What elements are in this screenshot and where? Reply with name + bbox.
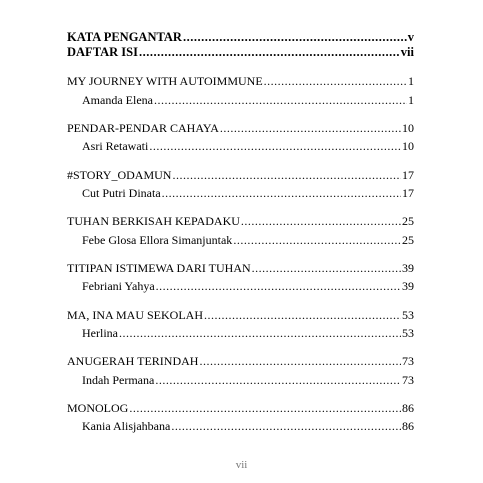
toc-leader-dots	[171, 419, 401, 433]
toc-entry-page: 1	[408, 93, 414, 107]
toc-entry-author: Febriani Yahya	[82, 279, 155, 293]
toc-entry-author: Indah Permana	[82, 373, 155, 387]
toc-entry-page: 86	[402, 419, 414, 433]
toc-entry-page: 53	[402, 326, 414, 340]
toc-entry-author: Febe Glosa Ellora Simanjuntak	[82, 233, 233, 247]
toc-leader-dots	[183, 30, 407, 44]
toc-leader-dots	[154, 93, 407, 107]
toc-front-title: DAFTAR ISI	[67, 45, 138, 59]
toc-entry-title-line	[67, 168, 414, 182]
toc-entry-author: Kania Alisjahbana	[82, 419, 171, 433]
toc-leader-dots	[155, 373, 401, 387]
toc-entry-title: TUHAN BERKISAH KEPADAKU	[67, 214, 240, 228]
toc-leader-dots	[149, 139, 401, 153]
toc-entry-page: 25	[402, 233, 414, 247]
toc-entry-title: MONOLOG	[67, 401, 129, 415]
toc-entry-title-line	[67, 308, 414, 322]
toc-entry-title: MY JOURNEY WITH AUTOIMMUNE	[67, 74, 263, 88]
toc-front-kata-pengantar	[67, 30, 414, 44]
toc-leader-dots	[172, 168, 401, 182]
toc-entry-author: Cut Putri Dinata	[82, 186, 161, 200]
toc-leader-dots	[220, 121, 401, 135]
toc-entry-title-line	[67, 261, 414, 275]
toc-entry-page: 73	[402, 373, 414, 387]
toc-entry-title-line	[67, 214, 414, 228]
toc-entry-page: 17	[402, 186, 414, 200]
toc-leader-dots	[129, 401, 401, 415]
toc-entry-author-line	[67, 186, 414, 200]
toc-entry-page: 73	[402, 354, 414, 368]
toc-entry-title-line	[67, 74, 414, 88]
toc-entry-title: #STORY_ODAMUN	[67, 168, 172, 182]
toc-entry-author-line	[67, 279, 414, 293]
toc-leader-dots	[139, 45, 400, 59]
toc-entry-author-line	[67, 326, 414, 340]
toc-entry-author: Herlina	[82, 326, 118, 340]
toc-leader-dots	[233, 233, 401, 247]
toc-entry-author: Amanda Elena	[82, 93, 153, 107]
toc-entry-page: 39	[402, 279, 414, 293]
toc-entry-title: MA, INA MAU SEKOLAH	[67, 308, 204, 322]
toc-entry-page: 1	[408, 74, 414, 88]
toc-entry-author: Asri Retawati	[82, 139, 149, 153]
toc-leader-dots	[119, 326, 401, 340]
toc-leader-dots	[162, 186, 401, 200]
toc-entry-page: 86	[402, 401, 414, 415]
toc-entry-author-line	[67, 419, 414, 433]
toc-entry-title: PENDAR-PENDAR CAHAYA	[67, 121, 219, 135]
toc-entry-author-line	[67, 93, 414, 107]
toc-entry-author-line	[67, 233, 414, 247]
toc-entry-page: 10	[402, 139, 414, 153]
toc-entry-title-line	[67, 121, 414, 135]
toc-leader-dots	[156, 279, 401, 293]
toc-front-title: KATA PENGANTAR	[67, 30, 182, 44]
toc-entry-page: 53	[402, 308, 414, 322]
toc-entry-page: 25	[402, 214, 414, 228]
page-number-footer: vii	[235, 459, 248, 471]
toc-entry-title-line	[67, 401, 414, 415]
toc-leader-dots	[252, 261, 401, 275]
toc-front-page: vii	[400, 45, 414, 59]
toc-entry-title: TITIPAN ISTIMEWA DARI TUHAN	[67, 261, 251, 275]
toc-entry-author-line	[67, 139, 414, 153]
toc-entry-page: 39	[402, 261, 414, 275]
toc-leader-dots	[264, 74, 407, 88]
toc-front-daftar-isi	[67, 45, 414, 59]
toc-entry-title: ANUGERAH TERINDAH	[67, 354, 199, 368]
toc-leader-dots	[204, 308, 401, 322]
toc-entry-page: 10	[402, 121, 414, 135]
toc-leader-dots	[241, 214, 401, 228]
toc-entry-page: 17	[402, 168, 414, 182]
toc-leader-dots	[199, 354, 401, 368]
toc-entry-title-line	[67, 354, 414, 368]
toc-front-page: v	[407, 30, 414, 44]
toc-entry-author-line	[67, 373, 414, 387]
